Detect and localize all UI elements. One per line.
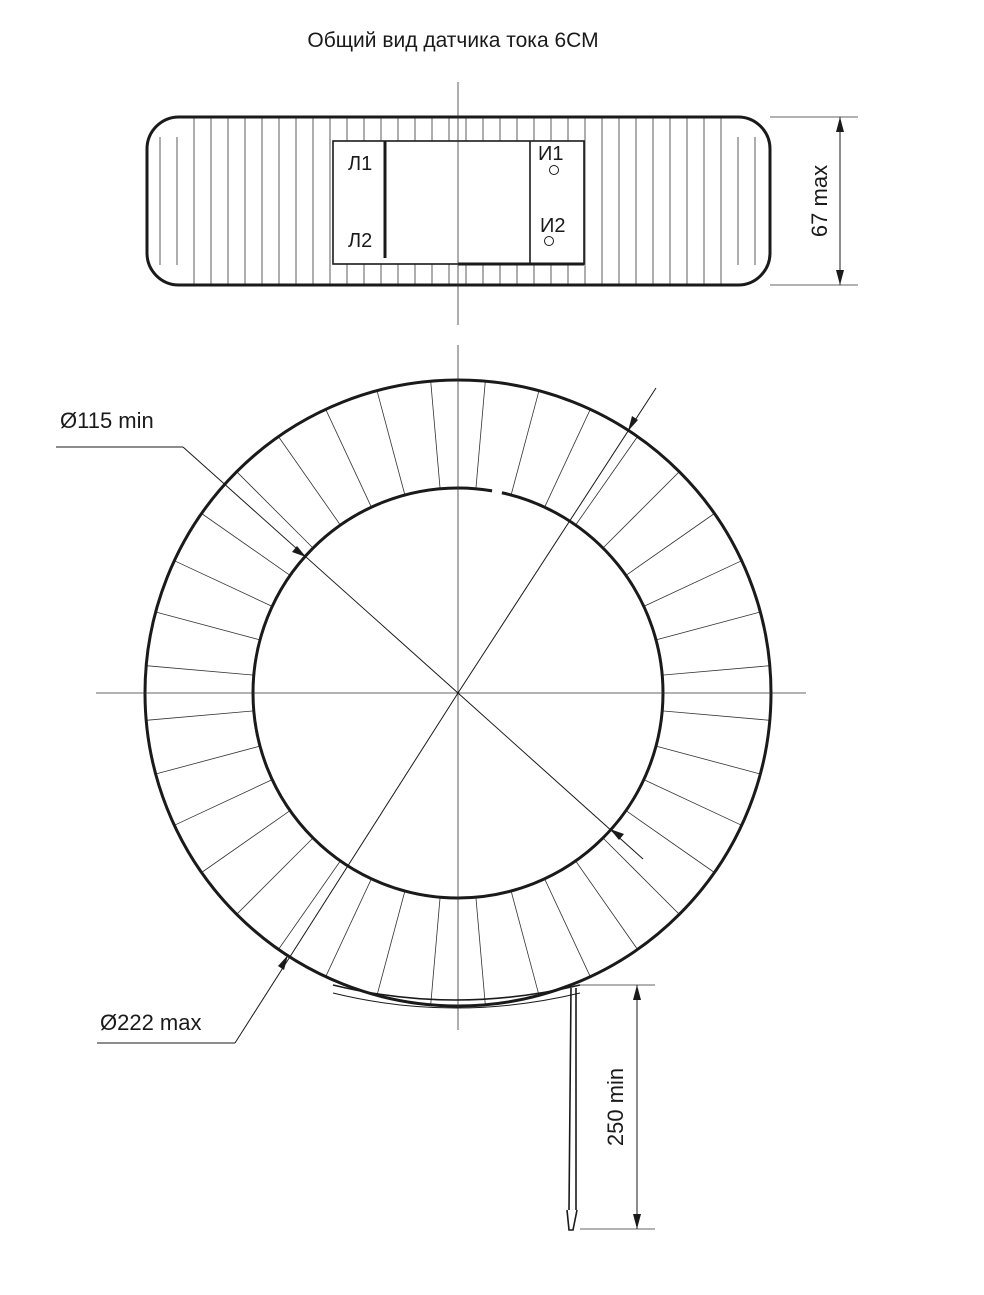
ring-segment-line — [576, 861, 638, 950]
ring-segment-line — [237, 472, 313, 548]
ring-segment-line — [545, 409, 591, 507]
outer-diameter-leader — [458, 388, 656, 693]
ring-segment-line — [202, 811, 291, 873]
ring-segment-line — [656, 612, 760, 640]
ring-segment-line — [511, 391, 539, 495]
ring-segment-line — [644, 561, 742, 607]
ring-segment-line — [326, 879, 372, 977]
ring-segment-line — [156, 612, 260, 640]
ring-segment-line — [377, 891, 405, 995]
ring-segment-line — [626, 514, 715, 576]
ring-segment-line — [326, 409, 372, 507]
outer-diameter-leader-lower — [235, 693, 458, 1043]
ring-segment-line — [576, 437, 638, 525]
inner-diameter-arrow-2 — [610, 829, 624, 840]
ring-segment-line — [146, 666, 254, 675]
ring-segment-line — [237, 838, 313, 914]
ring-segment-line — [156, 746, 260, 774]
lead-cable-end — [567, 1210, 577, 1230]
height-dimension — [770, 117, 858, 285]
ring-segment-line — [279, 861, 341, 950]
ring-segment-line — [174, 780, 272, 826]
terminal-label-l1: Л1 — [348, 153, 373, 175]
ring-segment-line — [146, 711, 254, 720]
terminal-label-i2: И2 — [540, 215, 566, 237]
ring-segment-line — [662, 711, 770, 720]
ring-segment-line — [603, 838, 679, 914]
lead-cable-wire-1 — [569, 988, 571, 1210]
top-view — [56, 345, 806, 1230]
ring-segment-line — [377, 391, 405, 495]
lead-cable-strap — [333, 985, 580, 1000]
side-view — [147, 82, 858, 325]
ring-segment-line — [545, 879, 591, 977]
ring-segment-line — [511, 891, 539, 995]
ring-segment-line — [174, 561, 272, 607]
ring-segment-line — [644, 780, 742, 826]
terminal-label-i1: И1 — [538, 143, 564, 165]
lead-length-dimension — [580, 985, 655, 1229]
terminal-label-l2: Л2 — [348, 230, 373, 252]
ring-segment-line — [431, 381, 440, 489]
height-dimension-label: 67 max — [807, 164, 832, 238]
ring-segment-line — [476, 897, 485, 1005]
lead-length-label: 250 min — [603, 1067, 628, 1147]
ring-segment-line — [662, 666, 770, 675]
ring-segment-line — [279, 437, 341, 525]
ring-segment-line — [626, 811, 715, 873]
inner-diameter-label: Ø115 min — [60, 408, 154, 433]
ring-segment-line — [431, 897, 440, 1005]
inner-diameter-leader — [183, 447, 458, 693]
ring-segment-line — [656, 746, 760, 774]
outer-diameter-label: Ø222 max — [100, 1010, 202, 1035]
ring-segment-line — [202, 514, 291, 576]
inner-diameter-arrow-1 — [292, 546, 306, 557]
ring-segment-line — [603, 472, 679, 548]
ring-segment-line — [476, 381, 485, 489]
drawing-title: Общий вид датчика тока 6СМ — [307, 29, 599, 52]
